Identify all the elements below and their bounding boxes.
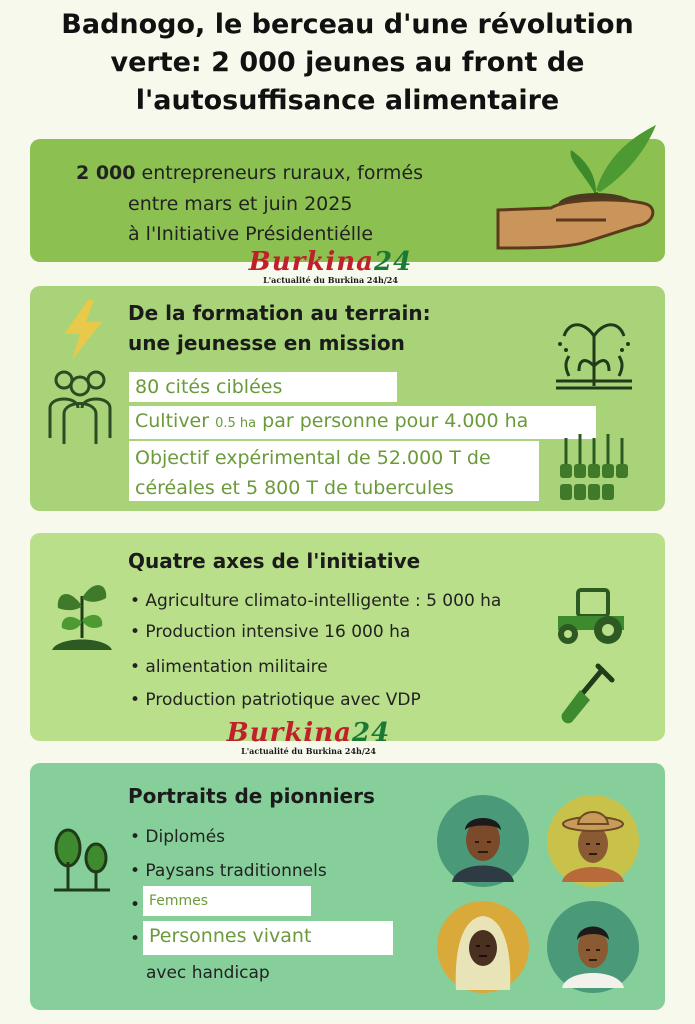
pioneers-heading: Portraits de pionniers	[128, 784, 375, 808]
crop-rows-icon	[558, 428, 630, 506]
axis-item: • Agriculture climato-intelligente : 5 000 ha	[130, 591, 502, 611]
avatar-person-with-disability	[546, 900, 640, 994]
people-group-icon	[44, 368, 116, 448]
women-box: Femmes	[143, 886, 311, 916]
page-title: Badnogo, le berceau d'une révolution verte: 2 000 jeunes au front de l'autosuffisance alimentaire	[61, 9, 634, 116]
intro-line-2: entre mars et juin 2025	[128, 193, 353, 215]
tractor-icon	[552, 586, 632, 646]
pioneer-item-continued: avec handicap	[146, 963, 270, 983]
hand-sprout-icon	[496, 120, 656, 250]
axis-item: • alimentation militaire	[130, 657, 328, 677]
trees-icon	[52, 826, 112, 894]
axis-item: • Production intensive 16 000 ha	[130, 622, 411, 642]
avatar-woman	[436, 900, 530, 994]
watermark-logo: Burkina24 L'actualité du Burkina 24h/24	[248, 247, 413, 285]
shovel-icon	[558, 664, 618, 726]
disability-box: Personnes vivant	[143, 921, 393, 955]
pioneer-item: • Diplomés	[130, 827, 226, 847]
axis-item: • Production patriotique avec VDP	[130, 690, 421, 710]
intro-line-3: à l'Initiative Présidentiélle	[128, 223, 374, 245]
pioneer-bullet: •	[130, 929, 141, 949]
irrigation-crops-icon	[554, 316, 634, 391]
axes-heading: Quatre axes de l'initiative	[128, 549, 421, 573]
objective-box: Objectif expérimental de 52.000 T de céréales et 5 800 T de tubercules	[129, 441, 539, 501]
intro-line-1: 2 000 entrepreneurs ruraux, formés	[76, 162, 424, 184]
training-heading-2: une jeunesse en mission	[128, 331, 405, 355]
avatar-graduate	[436, 794, 530, 888]
pioneer-bullet: •	[130, 895, 141, 915]
pioneer-item: • Paysans traditionnels	[130, 861, 327, 881]
lightning-icon	[58, 300, 108, 360]
training-heading-1: De la formation au terrain:	[128, 301, 431, 325]
watermark-logo: Burkina24 L'actualité du Burkina 24h/24	[226, 718, 391, 756]
cultivation-box: Cultiver 0.5 ha par personne pour 4.000 ha	[129, 406, 596, 439]
avatar-farmer	[546, 794, 640, 888]
target-cities-box: 80 cités ciblées	[129, 372, 397, 402]
seedling-icon	[48, 576, 116, 654]
